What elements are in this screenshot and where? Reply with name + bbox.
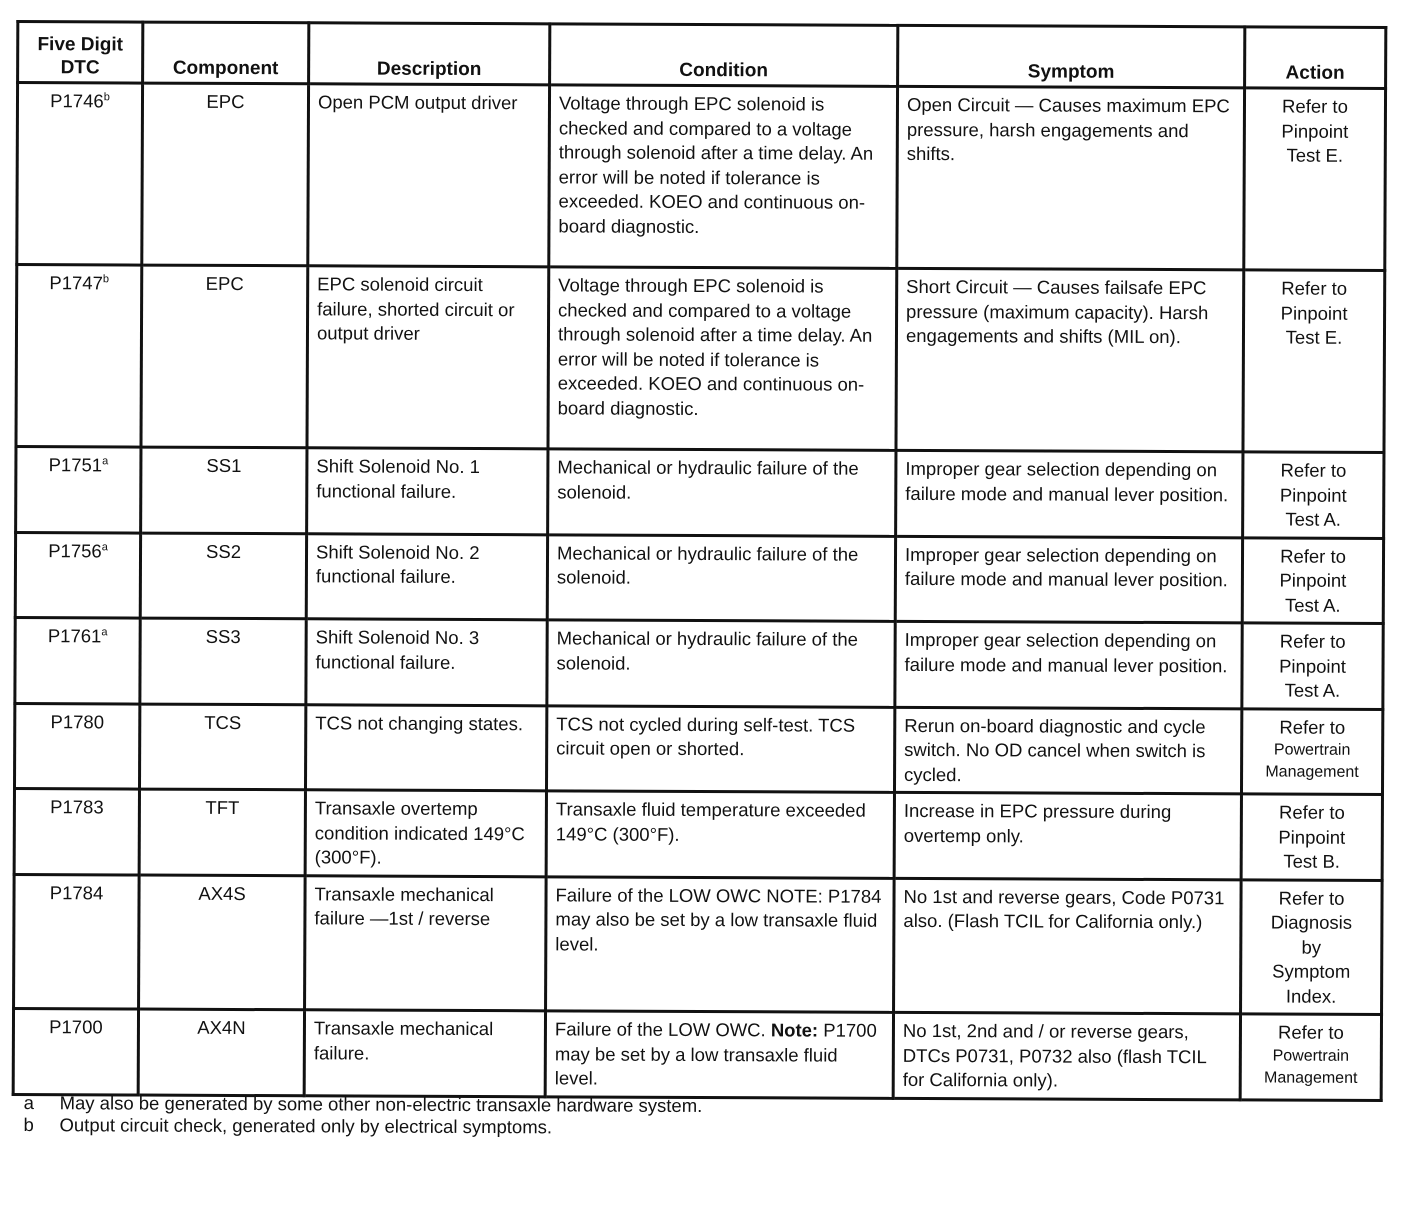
action-line: Refer to — [1279, 630, 1346, 652]
action-cell — [1244, 88, 1386, 271]
description-cell: EPC solenoid circuit failure, shorted circuit or output driver — [307, 266, 549, 449]
action-line: Test E. — [1285, 326, 1343, 348]
action-line: Test A. — [1284, 594, 1341, 616]
component-cell: AX4S — [139, 875, 306, 1010]
component-cell: TFT — [139, 789, 305, 875]
component-cell: SS3 — [140, 618, 306, 704]
action-line: Pinpoint — [1280, 302, 1348, 324]
symptom-cell: No 1st and reverse gears, Code P0731 also. (Flash TCIL for California only.) — [894, 878, 1242, 1014]
header-condition: Condition — [550, 24, 898, 87]
action-cell — [1241, 879, 1383, 1014]
dtc-code: P1761 — [47, 625, 102, 647]
condition-text: P1700 may be set by a low transaxle fluid level. — [554, 1019, 877, 1089]
description-cell: Shift Solenoid No. 1 functional failure. — [307, 448, 548, 535]
header-component: Component — [143, 22, 309, 84]
condition-cell: Transaxle fluid temperature exceeded 149°C (300°F). — [546, 791, 894, 878]
footnote-ref: a — [101, 626, 108, 639]
action-cell — [1240, 1014, 1381, 1100]
dtc-code: P1751 — [48, 454, 103, 476]
action-line: Test A. — [1285, 508, 1341, 530]
dtc-code: P1780 — [50, 710, 105, 732]
footnote-mark: a — [23, 1092, 34, 1114]
symptom-cell: Open Circuit — Causes maximum EPC pressure, harsh engagements and shifts. — [897, 86, 1245, 270]
description-cell: Shift Solenoid No. 2 functional failure. — [306, 533, 547, 620]
symptom-cell: Short Circuit — Causes failsafe EPC pressure (maximum capacity). Harsh engagements and shifts (MIL on). — [896, 268, 1244, 452]
condition-cell: Mechanical or hydraulic failure of the solenoid. — [547, 534, 895, 621]
footnote-text: Output circuit check, generated only by electrical symptoms. — [59, 1114, 553, 1138]
action-line: Refer to — [1280, 459, 1347, 481]
footnotes — [23, 1092, 702, 1139]
symptom-cell: Improper gear selection depending on failure mode and manual lever position. — [896, 450, 1243, 537]
action-cell — [1242, 623, 1383, 709]
description-cell: Shift Solenoid No. 3 functional failure. — [306, 619, 547, 706]
component-cell: TCS — [139, 704, 305, 790]
condition-cell: Voltage through EPC solenoid is checked and compared to a voltage through solenoid after a time delay. An error will be noted if tolerance is exceeded. KOEO and continuous on-board diagnostic. — [548, 267, 897, 451]
component-cell: SS2 — [140, 533, 306, 619]
description-cell: Open PCM output driver — [308, 84, 550, 267]
description-cell: Transaxle overtemp condition indicated 149°C (300°F). — [305, 790, 546, 877]
action-line: Test E. — [1286, 144, 1344, 166]
action-line: Symptom — [1272, 960, 1351, 982]
action-line: Powertrain — [1273, 741, 1351, 759]
dtc-table — [12, 20, 1388, 1101]
header-description: Description — [309, 23, 550, 85]
table-row — [16, 447, 1384, 538]
action-line: Refer to — [1278, 801, 1345, 823]
action-line: Test A. — [1284, 679, 1341, 701]
action-line: Powertrain — [1272, 1047, 1350, 1065]
dtc-code-cell — [16, 447, 141, 533]
action-cell — [1242, 537, 1383, 623]
footnote — [24, 1092, 703, 1117]
header-symptom: Symptom — [898, 25, 1245, 88]
symptom-cell: Rerun on-board diagnostic and cycle switch. No OD cancel when switch is cycled. — [894, 707, 1241, 794]
action-cell — [1243, 452, 1384, 538]
action-line: Pinpoint — [1279, 655, 1347, 677]
footnote-ref: a — [101, 540, 108, 553]
condition-cell: Mechanical or hydraulic failure of the solenoid. — [547, 620, 895, 707]
action-line: Refer to — [1281, 277, 1348, 299]
dtc-code-cell — [14, 703, 139, 789]
action-line: by — [1301, 936, 1322, 958]
component-cell: AX4N — [138, 1009, 304, 1095]
dtc-code: P1756 — [48, 539, 102, 561]
dtc-code-cell — [16, 265, 142, 448]
footnote-ref: b — [102, 273, 110, 286]
condition-cell: TCS not cycled during self-test. TCS circuit open or shorted. — [546, 705, 894, 792]
action-line: Pinpoint — [1279, 569, 1347, 591]
symptom-cell: No 1st, 2nd and / or reverse gears, DTCs P0731, P0732 also (flash TCIL for California only). — [893, 1012, 1240, 1099]
action-line: Test B. — [1283, 850, 1341, 872]
action-line: Pinpoint — [1281, 120, 1349, 142]
description-cell: TCS not changing states. — [305, 704, 546, 791]
action-line: Refer to — [1280, 545, 1346, 567]
footnote-text: May also be generated by some other non-electric transaxle hardware system. — [59, 1092, 703, 1117]
symptom-cell: Improper gear selection depending on failure mode and manual lever position. — [895, 621, 1242, 708]
table-row — [13, 1009, 1381, 1100]
table-header-row — [18, 22, 1386, 89]
action-line: Refer to — [1278, 887, 1345, 909]
table-row — [15, 618, 1383, 709]
component-cell: EPC — [141, 265, 308, 448]
table-row — [14, 703, 1382, 794]
action-line: Pinpoint — [1279, 484, 1347, 506]
dtc-code-cell — [15, 618, 140, 704]
header-action: Action — [1245, 27, 1386, 89]
table-row — [17, 83, 1386, 271]
dtc-code-cell — [15, 532, 140, 618]
action-cell — [1241, 794, 1382, 880]
table-row — [15, 532, 1383, 623]
dtc-code-cell — [13, 1009, 138, 1095]
dtc-code-cell — [14, 789, 139, 875]
table-row — [16, 265, 1385, 453]
condition-cell: Failure of the LOW OWC NOTE: P1784 may also be set by a low transaxle fluid level. — [546, 876, 895, 1012]
action-line: Refer to — [1282, 95, 1348, 117]
action-line: Diagnosis — [1270, 911, 1353, 933]
dtc-code: P1747 — [49, 272, 103, 294]
dtc-code: P1784 — [49, 881, 104, 903]
action-line: Refer to — [1279, 716, 1346, 738]
action-line: Index. — [1285, 985, 1337, 1007]
condition-cell — [545, 1011, 893, 1098]
footnote-ref: b — [103, 91, 110, 104]
header-dtc: Five Digit DTC — [18, 22, 143, 84]
action-line: Management — [1265, 763, 1359, 781]
dtc-code: P1746 — [50, 90, 104, 112]
action-line: Pinpoint — [1278, 826, 1346, 848]
dtc-code-cell — [14, 874, 140, 1009]
component-cell: EPC — [142, 83, 309, 266]
action-cell — [1241, 708, 1382, 794]
symptom-cell: Improper gear selection depending on failure mode and manual lever position. — [895, 536, 1242, 623]
condition-cell: Voltage through EPC solenoid is checked and compared to a voltage through solenoid after a time delay. An error will be noted if tolerance is exceeded. KOEO and continuous on-board diagnostic. — [549, 85, 898, 269]
table-row — [14, 874, 1383, 1014]
footnote-mark: b — [23, 1114, 34, 1136]
footnote — [23, 1114, 702, 1139]
action-line: Management — [1264, 1068, 1358, 1087]
dtc-code: P1700 — [49, 1016, 103, 1038]
action-line: Refer to — [1277, 1021, 1344, 1043]
symptom-cell: Increase in EPC pressure during overtemp only. — [894, 792, 1241, 879]
description-cell: Transaxle mechanical failure —1st / reverse — [305, 875, 547, 1011]
action-cell — [1243, 270, 1385, 453]
dtc-code: P1783 — [50, 796, 104, 818]
table-row — [14, 789, 1382, 880]
condition-cell: Mechanical or hydraulic failure of the solenoid. — [548, 449, 896, 536]
footnote-ref: a — [102, 455, 109, 468]
dtc-code-cell — [17, 83, 143, 266]
note-label: Note: — [770, 1019, 819, 1041]
description-cell: Transaxle mechanical failure. — [304, 1010, 545, 1097]
component-cell: SS1 — [141, 447, 307, 533]
condition-text: Failure of the LOW OWC. — [554, 1018, 771, 1041]
